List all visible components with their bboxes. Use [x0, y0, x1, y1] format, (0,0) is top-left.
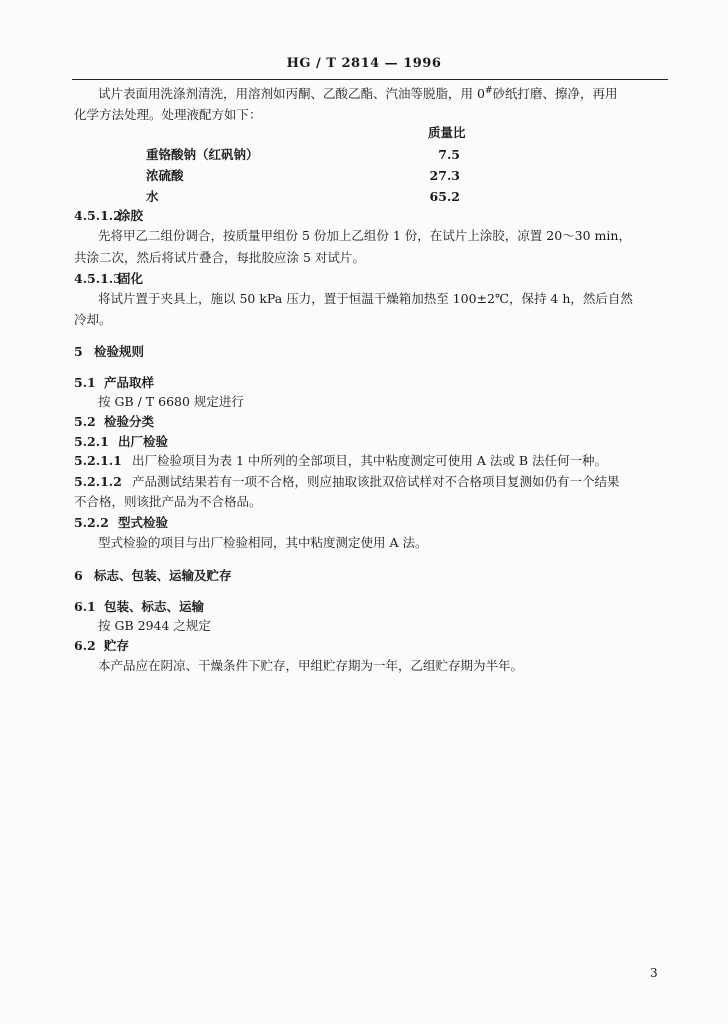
section-5-2-1-heading — [74, 433, 168, 451]
section-number: 5.2.1 — [74, 434, 109, 449]
section-number: 4.5.1.3 — [74, 271, 122, 286]
section-5-2-1-1 — [74, 452, 607, 470]
intro-line-1-text: 试片表面用洗涤剂清洗，用溶剂如丙酮、乙酸乙酯、汽油等脱脂，用 0 — [98, 86, 485, 102]
section-number: 5.2.1.1 — [74, 453, 122, 468]
section-number: 6.2 — [74, 638, 96, 653]
formula-row-name: 水 — [146, 189, 159, 204]
formula-row-name: 浓硫酸 — [146, 168, 184, 183]
section-5-1-text: 按 GB / T 6680 规定进行 — [98, 394, 244, 409]
section-4-5-1-3-line-2: 冷却。 — [74, 312, 112, 327]
section-title: 标志、包装、运输及贮存 — [94, 568, 232, 583]
section-4-5-1-2-line-1: 先将甲乙二组份调合，按质量甲组份 5 份加上乙组份 1 份，在试片上涂胶，凉置 20～30 min， — [98, 228, 631, 243]
section-title: 检验规则 — [94, 344, 145, 359]
section-4-5-1-3-heading — [74, 270, 143, 288]
section-number: 5.2.2 — [74, 515, 109, 530]
section-6-2-heading — [74, 637, 129, 655]
section-text: 出厂检验项目为表 1 中所列的全部项目，其中粘度测定可使用 A 法或 B 法任何一种。 — [132, 453, 608, 468]
section-4-5-1-2-line-2: 共涂二次，然后将试片叠合，每批胶应涂 5 对试片。 — [74, 250, 365, 265]
section-number: 5 — [74, 344, 83, 359]
section-6-heading — [74, 567, 232, 585]
section-number: 6.1 — [74, 599, 96, 614]
formula-row-value: 65.2 — [429, 189, 460, 204]
section-5-1-heading — [74, 374, 154, 392]
section-6-1-text: 按 GB 2944 之规定 — [98, 618, 211, 633]
section-5-2-2-heading — [74, 514, 168, 532]
formula-row-value: 27.3 — [429, 168, 460, 183]
section-number: 5.2 — [74, 414, 96, 429]
formula-row-name: 重铬酸钠（红矾钠） — [146, 147, 259, 162]
section-number: 6 — [74, 568, 83, 583]
section-number: 5.1 — [74, 375, 96, 390]
section-6-1-heading — [74, 598, 204, 616]
section-title: 检验分类 — [104, 414, 155, 429]
section-5-2-2-text: 型式检验的项目与出厂检验相同，其中粘度测定使用 A 法。 — [98, 535, 428, 550]
section-title: 涂胶 — [118, 208, 144, 223]
page-number: 3 — [650, 966, 658, 980]
section-number: 5.2.1.2 — [74, 474, 122, 489]
section-4-5-1-3-line-1: 将试片置于夹具上，施以 50 kPa 压力，置于恒温干燥箱加热至 100±2℃，保持 4 h，然后自然 — [98, 291, 633, 306]
section-6-2-text: 本产品应在阴凉、干燥条件下贮存，甲组贮存期为一年，乙组贮存期为半年。 — [98, 658, 524, 673]
intro-superscript: # — [484, 86, 493, 96]
section-title: 贮存 — [104, 638, 130, 653]
section-title: 型式检验 — [118, 515, 169, 530]
section-5-heading — [74, 343, 144, 361]
section-title: 固化 — [118, 271, 144, 286]
formula-column-header: 质量比 — [428, 125, 466, 140]
section-title: 包装、标志、运输 — [104, 599, 205, 614]
section-4-5-1-2-heading — [74, 207, 143, 225]
section-5-2-1-2-line-2: 不合格，则该批产品为不合格品。 — [74, 494, 262, 509]
section-5-2-heading — [74, 413, 154, 431]
intro-line-2: 化学方法处理。处理液配方如下： — [74, 107, 262, 122]
intro-line-1-end: 砂纸打磨、擦净，再用 — [492, 86, 618, 102]
section-5-2-1-2-line-1 — [74, 473, 620, 491]
section-number: 4.5.1.2 — [74, 208, 122, 223]
section-title: 出厂检验 — [118, 434, 169, 449]
section-text: 产品测试结果若有一项不合格，则应抽取该批双倍试样对不合格项目复测如仍有一个结果 — [132, 474, 620, 489]
document-header: HG / T 2814 — 1996 — [286, 56, 442, 71]
formula-row-value: 7.5 — [438, 147, 460, 162]
intro-line-1 — [98, 82, 618, 103]
section-title: 产品取样 — [104, 375, 155, 390]
header-rule — [72, 79, 668, 80]
